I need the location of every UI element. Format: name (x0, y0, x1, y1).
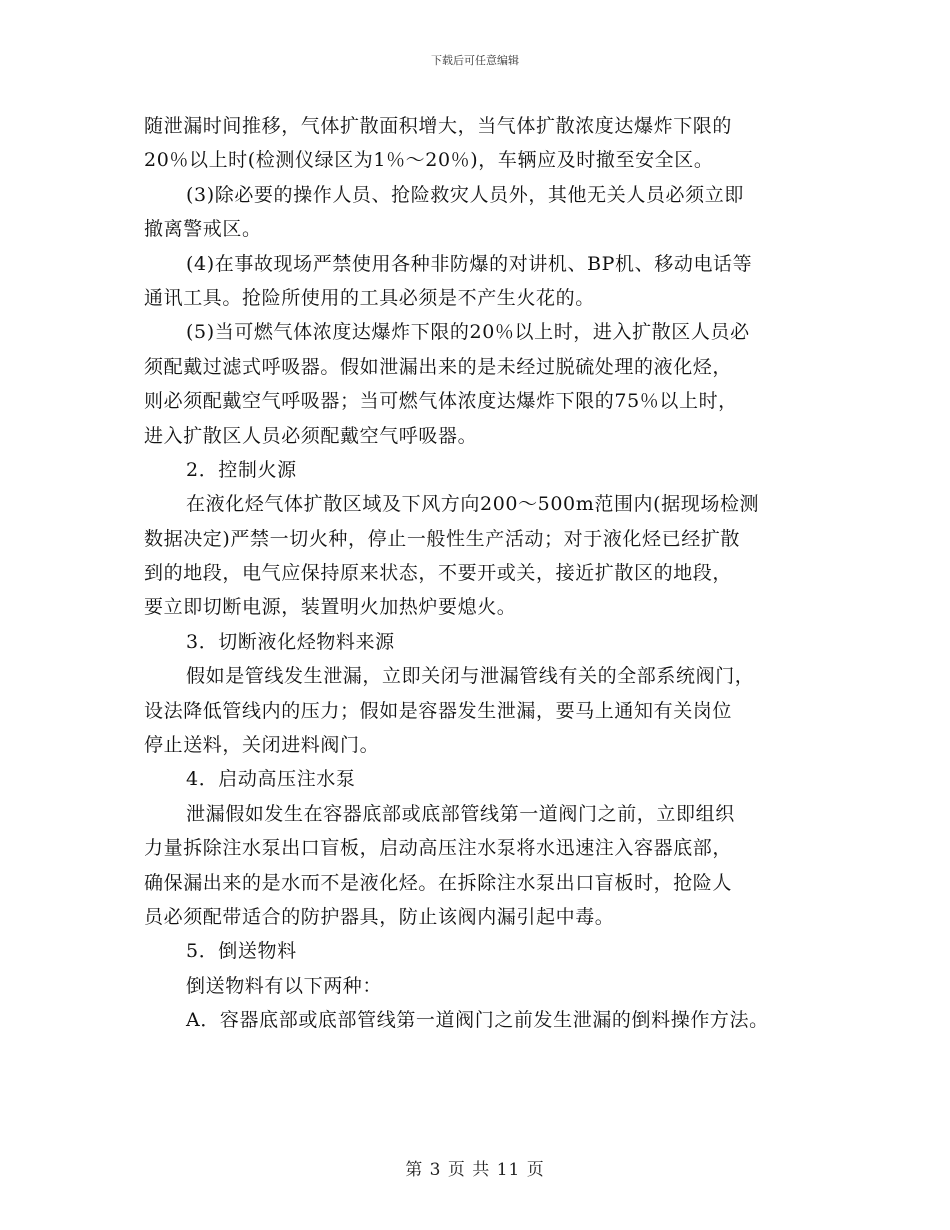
text-line: 在液化烃气体扩散区域及下风方向200～500m范围内(据现场检测 (186, 493, 760, 516)
text-line: 到的地段，电气应保持原来状态，不要开或关，接近扩散区的地段， (144, 562, 733, 585)
text-line: 撤离警戒区。 (144, 218, 262, 241)
text-line: (5)当可燃气体浓度达爆炸下限的20％以上时，进入扩散区人员必 (186, 321, 750, 344)
text-line: 设法降低管线内的压力；假如是容器发生泄漏，要马上通知有关岗位 (144, 699, 733, 722)
text-line: 力量拆除注水泵出口盲板，启动高压注水泵将水迅速注入容器底部， (144, 837, 733, 860)
text-line: 则必须配戴空气呼吸器；当可燃气体浓度达爆炸下限的75％以上时， (144, 390, 738, 413)
section-heading: 2．控制火源 (186, 458, 297, 481)
text-line: 随泄漏时间推移，气体扩散面积增大，当气体扩散浓度达爆炸下限的 (144, 115, 733, 137)
text-line: 通讯工具。抢险所使用的工具必须是不产生火花的。 (144, 286, 595, 309)
page-number-footer: 第 3 页 共 11 页 (405, 1160, 545, 1180)
header-note: 下载后可任意编辑 (431, 54, 519, 67)
text-line: 须配戴过滤式呼吸器。假如泄漏出来的是未经过脱硫处理的液化烃， (144, 355, 733, 378)
text-line: 泄漏假如发生在容器底部或底部管线第一道阀门之前，立即组织 (186, 802, 735, 825)
text-line: 假如是管线发生泄漏，立即关闭与泄漏管线有关的全部系统阀门， (186, 665, 755, 688)
text-line: (3)除必要的操作人员、抢险救灾人员外，其他无关人员必须立即 (186, 183, 744, 206)
document-body (144, 109, 834, 1038)
text-line: 确保漏出来的是水而不是液化烃。在拆除注水泵出口盲板时，抢险人 (144, 871, 733, 894)
text-line: (4)在事故现场严禁使用各种非防爆的对讲机、BP机、移动电话等 (186, 252, 753, 275)
text-line: 20％以上时(检测仪绿区为1％～20％)，车辆应及时撤至安全区。 (144, 149, 714, 172)
section-heading: 4．启动高压注水泵 (186, 768, 356, 791)
text-line: 要立即切断电源，装置明火加热炉要熄火。 (144, 596, 517, 619)
section-heading: 5．倒送物料 (186, 940, 297, 963)
text-line: 进入扩散区人员必须配戴空气呼吸器。 (144, 424, 478, 447)
section-heading: 3．切断液化烃物料来源 (186, 630, 395, 653)
text-line: A．容器底部或底部管线第一道阀门之前发生泄漏的倒料操作方法。 (186, 1009, 769, 1032)
text-line: 数据决定)严禁一切火种，停止一般性生产活动；对于液化烃已经扩散 (144, 527, 741, 550)
text-line: 倒送物料有以下两种： (186, 974, 383, 997)
text-line: 停止送料，关闭进料阀门。 (144, 734, 380, 757)
text-line: 员必须配带适合的防护器具，防止该阀内漏引起中毒。 (144, 905, 615, 928)
